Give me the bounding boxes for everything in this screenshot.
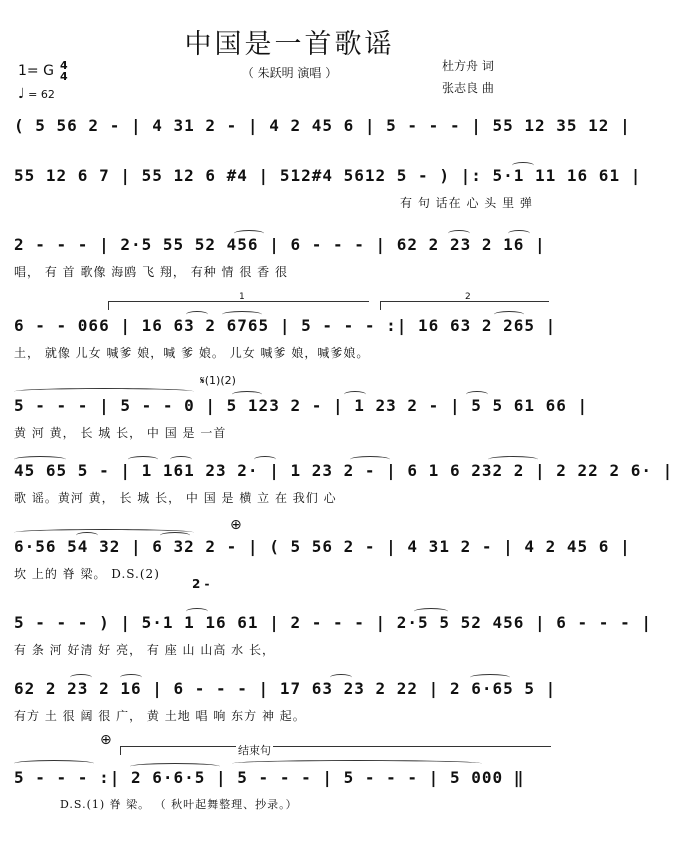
- notation-line: 5 - - - :| 2 6·6·5 | 5 - - - | 5 - - - | 5 000 ‖: [14, 768, 525, 787]
- tie: [232, 760, 482, 767]
- time-signature-bottom: 4: [60, 70, 68, 83]
- score-row-4: [0, 292, 579, 396]
- lyric-line: 土， 就像 儿女 喊爹 娘，喊 爹 娘。 儿女 喊爹 娘，喊爹娘。: [14, 346, 370, 360]
- lyric-line: 有方 土 很 阔 很 广， 黄 土地 唱 响 东方 神 起。: [14, 709, 306, 723]
- slur: [234, 230, 264, 237]
- time-signature: [60, 60, 68, 82]
- notation-line: 6·56 54 32 | 6 32 2 - | ( 5 56 2 - | 4 31 2 - | 4 2 45 6 |: [14, 537, 631, 556]
- lyric-line: 歌 谣。黄河 黄， 长 城 长， 中 国 是 横 立 在 我们 心: [14, 491, 337, 505]
- notation-line: 6 - - 066 | 16 63 2 6765 | 5 - - - :| 16 63 2 265 |: [14, 316, 557, 335]
- slur: [130, 763, 220, 770]
- slur: [470, 674, 510, 681]
- slur: [160, 532, 190, 539]
- slur: [128, 456, 158, 463]
- lyric-line: 黄 河 黄， 长 城 长， 中 国 是 一首: [14, 426, 227, 440]
- notation-line: ( 5 56 2 - | 4 31 2 - | 4 2 45 6 | 5 - - - | 55 12 35 12 |: [14, 116, 631, 135]
- segno-icon: 𝄋: [200, 374, 205, 387]
- tie: [14, 388, 194, 395]
- segno-mark: 𝄋(1)(2): [200, 374, 236, 387]
- notation-line: 5 - - - | 5 - - 0 | 5 123 2 - | 1 23 2 - | 5 5 61 66 |: [14, 396, 589, 415]
- slur: [76, 532, 98, 539]
- lyric-line: 有 条 河 好清 好 亮， 有 座 山 山高 水 长，: [14, 643, 275, 657]
- notation-line: 55 12 6 7 | 55 12 6 #4 | 512#4 5612 5 - ) |: 5·1 11 16 61 |: [14, 166, 642, 185]
- slur: [508, 230, 530, 237]
- ending-label: 结束句: [238, 744, 271, 757]
- singer-credit: （ 朱跃明 演唱 ）: [241, 66, 338, 80]
- composer-credit: 张志良 曲: [442, 81, 494, 95]
- slur: [344, 391, 366, 398]
- coda-icon: ⊕: [230, 517, 242, 533]
- slur: [70, 674, 92, 681]
- notation-line: 5 - - - ) | 5·1 1 16 61 | 2 - - - | 2·5 5 52 456 | 6 - - - |: [14, 613, 652, 632]
- notation-line: 2 - - - | 2·5 55 52 456 | 6 - - - | 62 2 23 2 16 |: [14, 235, 546, 254]
- slur: [254, 456, 276, 463]
- lyric-line: 有 句 话在 心 头 里 弹: [400, 196, 533, 210]
- slur: [350, 456, 390, 463]
- slur: [512, 162, 534, 169]
- notation-line: 45 65 5 - | 1 161 23 2· | 1 23 2 - | 6 1 6 232 2 | 2 22 2 6· |: [14, 461, 673, 480]
- slur: [14, 456, 66, 463]
- slur: [448, 230, 470, 237]
- lyric-line: 坎 上的 脊 梁。 D.S.(2): [14, 567, 160, 581]
- slur: [170, 456, 192, 463]
- slur: [232, 391, 262, 398]
- tie: [488, 456, 538, 463]
- slur: [120, 674, 142, 681]
- slur: [222, 311, 262, 318]
- lyricist-credit: 杜方舟 词: [442, 59, 494, 73]
- score-row-10: [0, 732, 579, 848]
- slur: [186, 311, 208, 318]
- slur: [414, 608, 448, 615]
- volta-bracket-1: 1: [108, 301, 369, 310]
- key-signature: 1= G: [18, 63, 54, 79]
- coda-icon: ⊕: [100, 732, 112, 748]
- score-row-2: [0, 166, 642, 246]
- volta-bracket-2: 2: [380, 301, 549, 310]
- slur: [330, 674, 352, 681]
- tie: [14, 760, 94, 767]
- time-signature-top: 4: [60, 59, 68, 72]
- coda-ending-note: 2 -: [192, 577, 210, 591]
- notation-line: 62 2 23 2 16 | 6 - - - | 17 63 23 2 22 | 2 6·65 5 |: [14, 679, 557, 698]
- song-title: 中国是一首歌谣: [184, 29, 395, 60]
- quarter-note-icon: ♩: [18, 86, 25, 102]
- slur: [466, 391, 488, 398]
- lyric-line: 唱， 有 首 歌像 海鸥 飞 翔， 有种 情 很 香 很: [14, 265, 288, 279]
- score-row-7: [0, 517, 631, 617]
- slur: [186, 608, 208, 615]
- tempo-value: = 62: [28, 88, 55, 101]
- slur: [494, 311, 524, 318]
- lyric-line: D.S.(1) 脊 梁。 （ 秋叶起舞整理、抄录。）: [60, 798, 298, 811]
- tempo-marking: [18, 86, 55, 102]
- ending-bracket: [120, 746, 551, 755]
